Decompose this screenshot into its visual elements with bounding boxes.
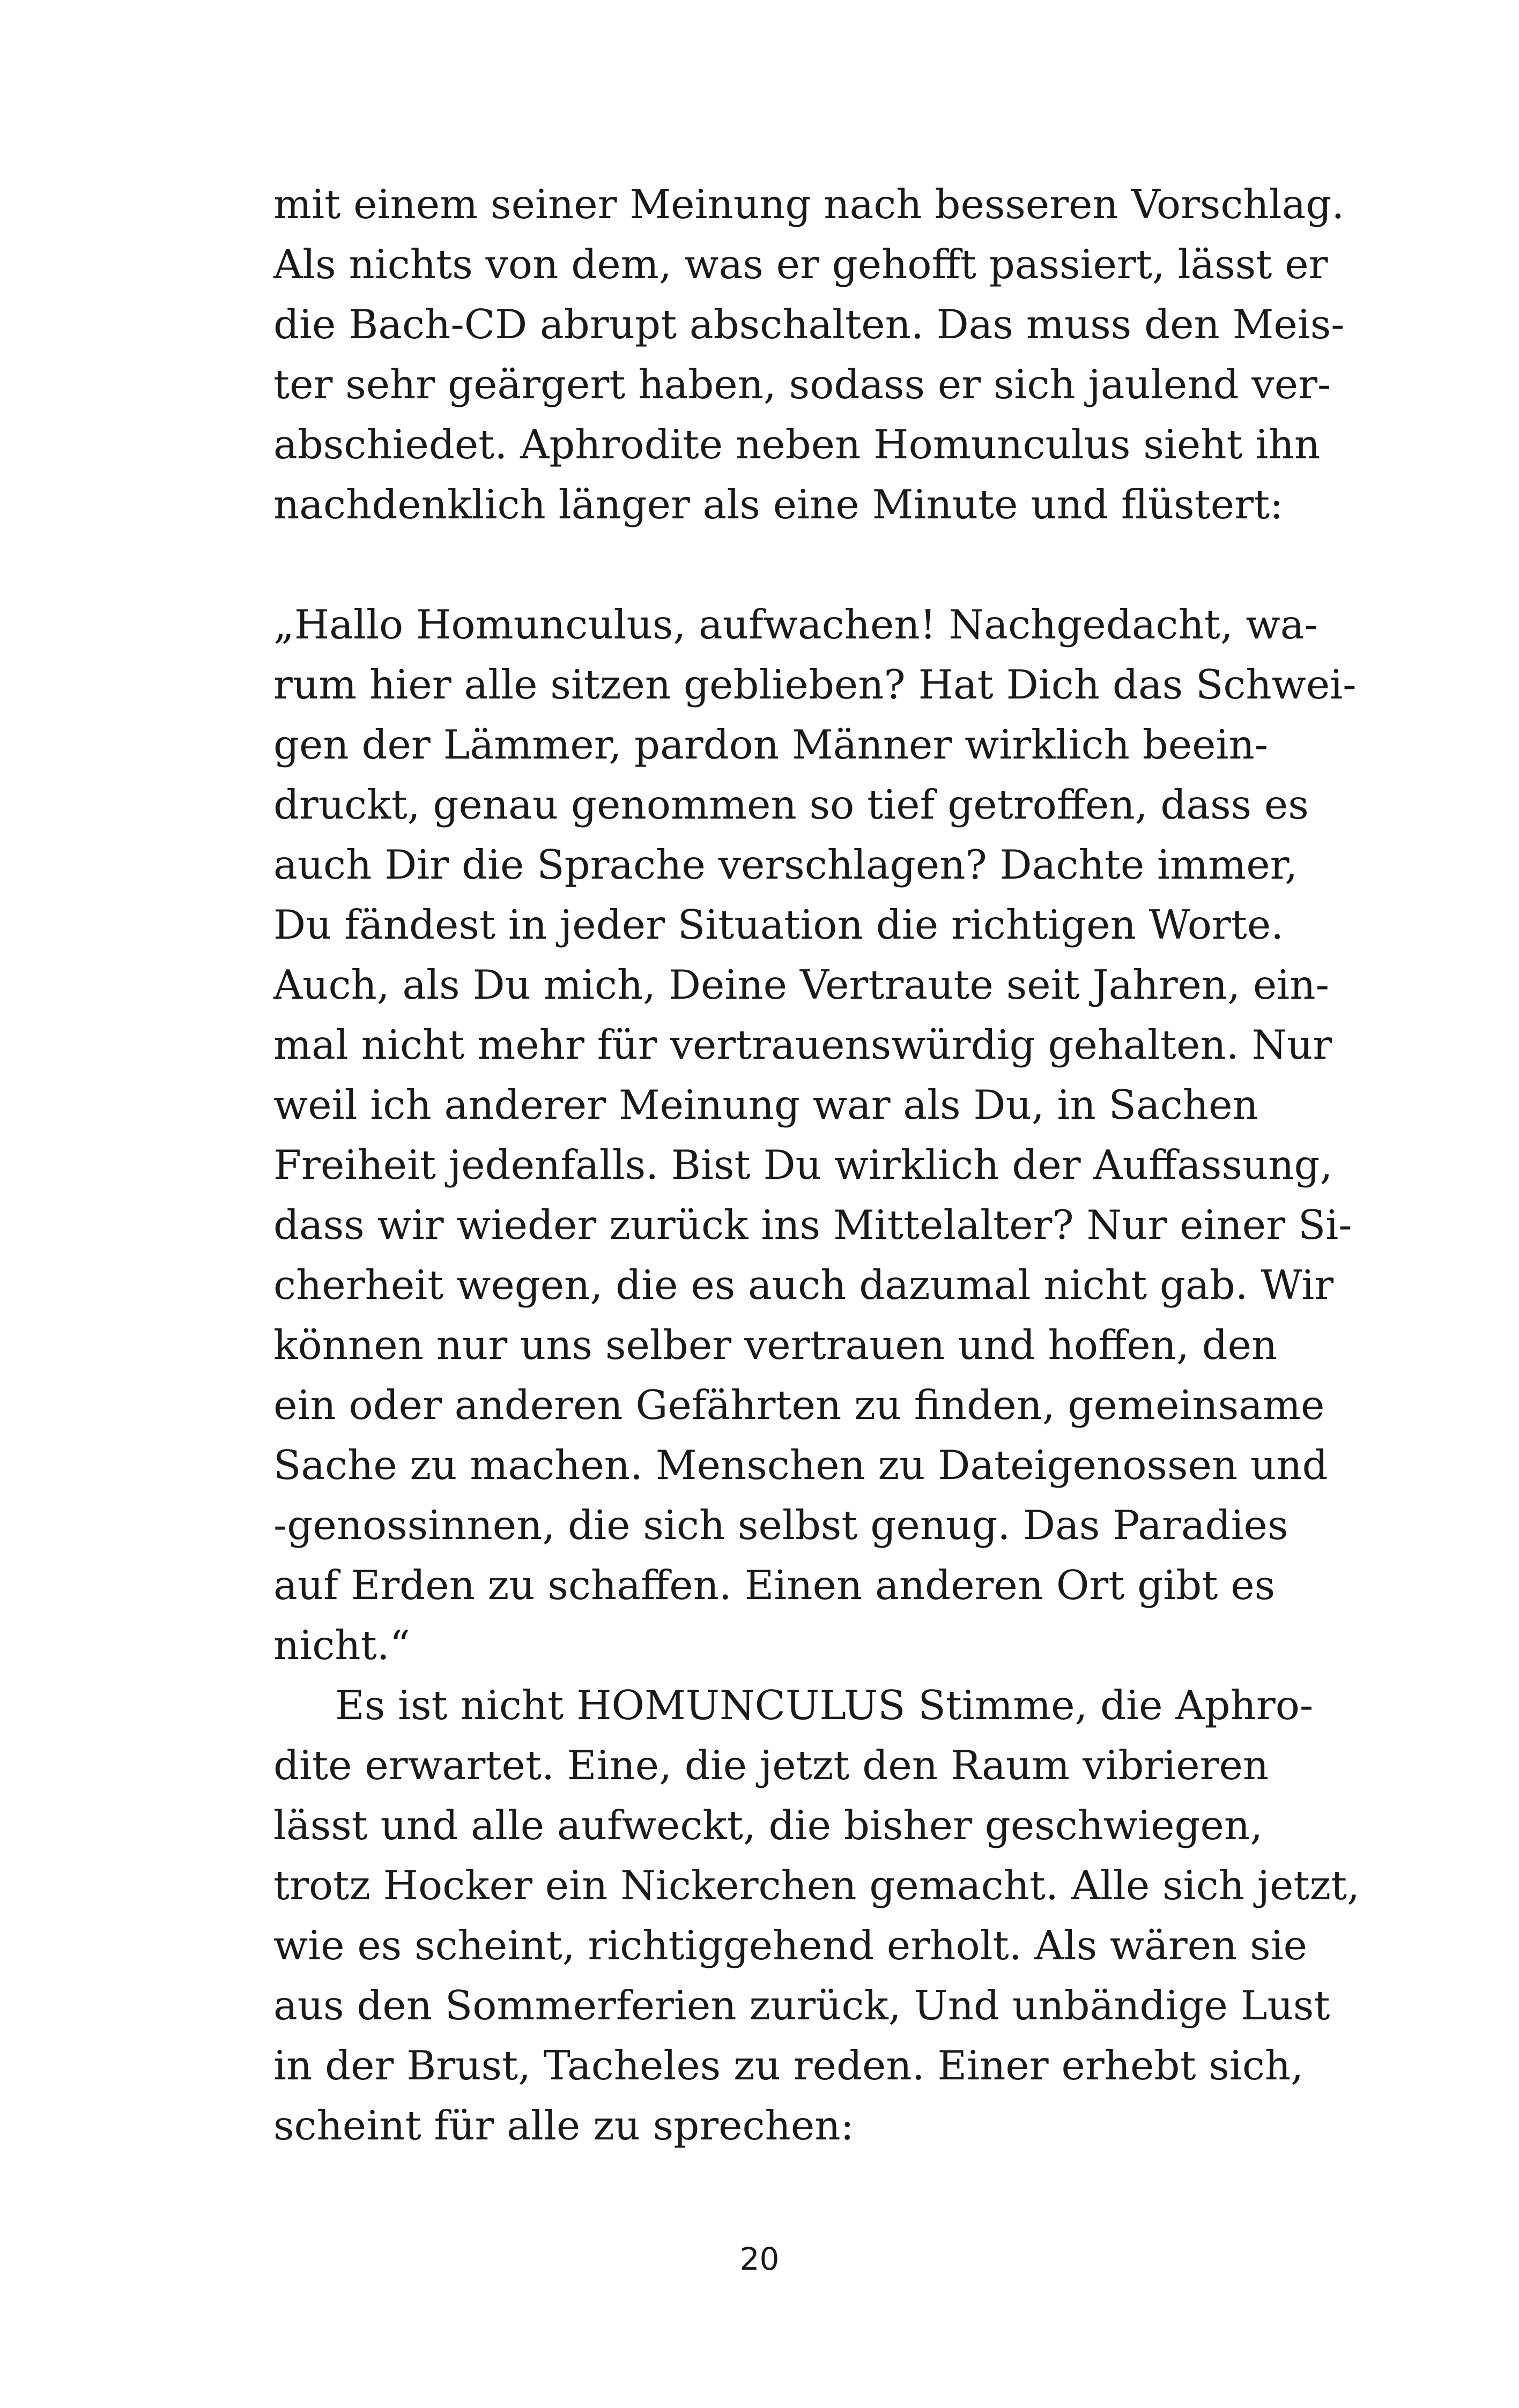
- paragraph-gap: [273, 534, 1255, 594]
- text-line: Du fändest in jeder Situation die richtigen Worte.: [273, 901, 1284, 948]
- text-line: aus den Sommerferien zurück, Und unbändige Lust: [273, 1982, 1330, 2029]
- text-line: Auch, als Du mich, Deine Vertraute seit Jahren, ein-: [273, 961, 1329, 1008]
- text-line: weil ich anderer Meinung war als Du, in Sachen: [273, 1081, 1258, 1128]
- text-line: auch Dir die Sprache verschlagen? Dachte immer,: [273, 841, 1298, 888]
- page-number: 20: [739, 2241, 780, 2277]
- text-line: ein oder anderen Gefährten zu finden, gemeinsame: [273, 1381, 1325, 1429]
- text-line: mit einem seiner Meinung nach besseren Vorschlag.: [273, 181, 1345, 228]
- text-line: trotz Hocker ein Nickerchen gemacht. Alle sich jetzt,: [273, 1862, 1360, 1909]
- text-line: rum hier alle sitzen geblieben? Hat Dich das Schwei-: [273, 661, 1357, 708]
- text-line: dite erwartet. Eine, die jetzt den Raum vibrieren: [273, 1742, 1269, 1789]
- text-line: gen der Lämmer, pardon Männer wirklich beein-: [273, 721, 1269, 768]
- text-line: cherheit wegen, die es auch dazumal nicht gab. Wir: [273, 1261, 1334, 1309]
- paragraph-2: [273, 594, 1357, 1675]
- text-line: Als nichts von dem, was er gehofft passiert, lässt er: [273, 241, 1328, 288]
- text-line: die Bach-CD abrupt abschalten. Das muss den Meis-: [273, 301, 1345, 348]
- text-line: scheint für alle zu sprechen:: [273, 2102, 854, 2149]
- text-line: auf Erden zu schaffen. Einen anderen Ort gibt es: [273, 1562, 1276, 1609]
- text-line: nicht.“: [273, 1622, 410, 1669]
- text-line: abschiedet. Aphrodite neben Homunculus sieht ihn: [273, 421, 1321, 468]
- text-line: Freiheit jedenfalls. Bist Du wirklich der Auffassung,: [273, 1141, 1333, 1188]
- text-line: Sache zu machen. Menschen zu Dateigenossen und: [273, 1441, 1328, 1489]
- text-line: „Hallo Homunculus, aufwachen! Nachgedacht, wa-: [273, 601, 1318, 648]
- body-text: [273, 174, 1360, 2156]
- paragraph-1: [273, 174, 1345, 534]
- paragraph-3: [273, 1675, 1360, 2156]
- text-line: Es ist nicht HOMUNCULUS Stimme, die Aphro-: [335, 1682, 1314, 1729]
- text-line: ter sehr geärgert haben, sodass er sich jaulend ver-: [273, 361, 1331, 408]
- text-line: wie es scheint, richtiggehend erholt. Als wären sie: [273, 1922, 1308, 1969]
- text-line: -genossinnen, die sich selbst genug. Das Paradies: [273, 1502, 1288, 1549]
- text-line: dass wir wieder zurück ins Mittelalter? Nur einer Si-: [273, 1201, 1352, 1248]
- text-line: nachdenklich länger als eine Minute und flüstert:: [273, 481, 1284, 528]
- text-line: können nur uns selber vertrauen und hoffen, den: [273, 1321, 1278, 1369]
- text-line: in der Brust, Tacheles zu reden. Einer erhebt sich,: [273, 2042, 1304, 2089]
- text-line: druckt, genau genommen so tief getroffen, dass es: [273, 781, 1309, 828]
- text-line: mal nicht mehr für vertrauenswürdig gehalten. Nur: [273, 1021, 1332, 1068]
- text-line: lässt und alle aufweckt, die bisher geschwiegen,: [273, 1802, 1263, 1849]
